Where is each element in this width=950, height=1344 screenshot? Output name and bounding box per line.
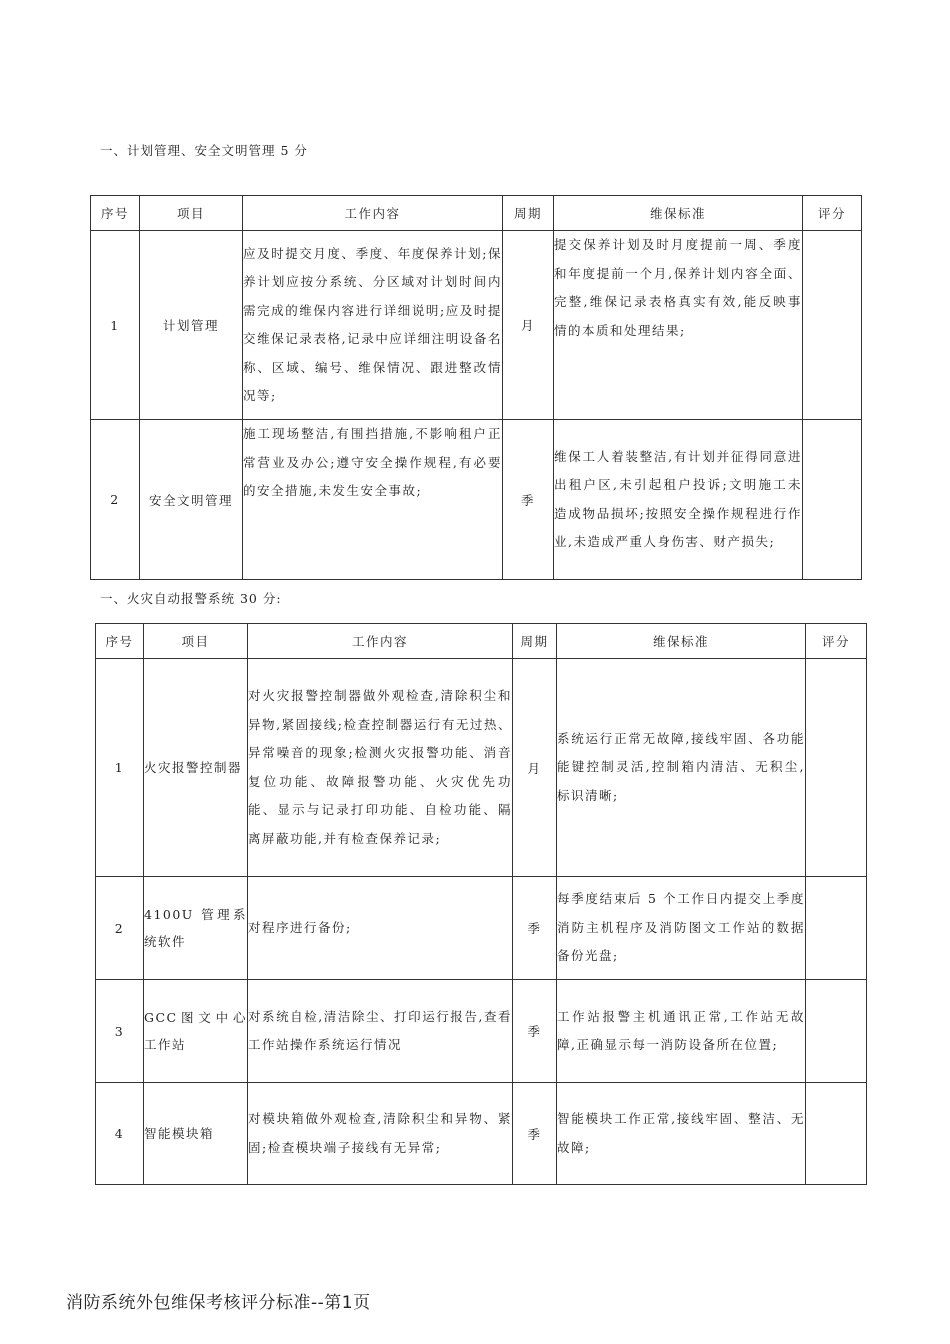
table-row	[96, 980, 867, 1083]
col-header-standard: 维保标准	[554, 196, 803, 231]
col-header-content: 工作内容	[243, 196, 503, 231]
table-row	[91, 420, 862, 580]
row-item: 火灾报警控制器	[144, 659, 248, 877]
plan-safety-table	[90, 195, 862, 580]
row-score-cell[interactable]	[803, 420, 862, 580]
col-header-no: 序号	[91, 196, 140, 231]
row-score-cell[interactable]	[806, 1083, 867, 1185]
row-work-content: 对模块箱做外观检查,清除积尘和异物、紧固;检查模块端子接线有无异常;	[248, 1083, 513, 1185]
row-item: GCC图文中心工作站	[144, 980, 248, 1083]
col-header-score: 评分	[803, 196, 862, 231]
row-number: 1	[91, 231, 140, 420]
row-score-cell[interactable]	[806, 659, 867, 877]
table-row	[96, 877, 867, 980]
row-period: 季	[513, 1083, 557, 1185]
row-number: 3	[96, 980, 144, 1083]
row-period: 季	[513, 877, 557, 980]
col-header-item: 项目	[144, 624, 248, 659]
row-item: 计划管理	[140, 231, 243, 420]
row-standard: 智能模块工作正常,接线牢固、整洁、无故障;	[557, 1083, 806, 1185]
row-work-content: 应及时提交月度、季度、年度保养计划;保养计划应按分系统、分区域对计划时间内需完成的维保内容进行详细说明;应及时提交维保记录表格,记录中应详细注明设备名称、区域、编号、维保情况、跟进整改情况等;	[243, 231, 503, 420]
row-number: 2	[91, 420, 140, 580]
table-header-row	[96, 624, 867, 659]
fire-alarm-table	[95, 623, 867, 1185]
page-footer: 消防系统外包维保考核评分标准--第1页	[66, 1293, 371, 1313]
col-header-period: 周期	[503, 196, 554, 231]
col-header-score: 评分	[806, 624, 867, 659]
row-period: 月	[513, 659, 557, 877]
col-header-period: 周期	[513, 624, 557, 659]
row-standard: 工作站报警主机通讯正常,工作站无故障,正确显示每一消防设备所在位置;	[557, 980, 806, 1083]
row-work-content: 对火灾报警控制器做外观检查,清除积尘和异物,紧固接线;检查控制器运行有无过热、异常噪音的现象;检测火灾报警功能、消音复位功能、故障报警功能、火灾优先功能、显示与记录打印功能、自检功能、隔离屏蔽功能,并有检查保养记录;	[248, 659, 513, 877]
row-period: 月	[503, 231, 554, 420]
table-row	[91, 231, 862, 420]
col-header-item: 项目	[140, 196, 243, 231]
table-row	[96, 1083, 867, 1185]
row-number: 2	[96, 877, 144, 980]
row-work-content: 对程序进行备份;	[248, 877, 513, 980]
row-standard: 提交保养计划及时月度提前一周、季度和年度提前一个月,保养计划内容全面、完整,维保记录表格真实有效,能反映事情的本质和处理结果;	[554, 231, 803, 420]
row-number: 4	[96, 1083, 144, 1185]
section-1-title: 一、计划管理、安全文明管理 5 分	[100, 143, 308, 158]
row-work-content: 对系统自检,清洁除尘、打印运行报告,查看工作站操作系统运行情况	[248, 980, 513, 1083]
col-header-no: 序号	[96, 624, 144, 659]
row-period: 季	[503, 420, 554, 580]
table-row	[96, 659, 867, 877]
row-item: 智能模块箱	[144, 1083, 248, 1185]
row-standard: 维保工人着装整洁,有计划并征得同意进出租户区,未引起租户投诉;文明施工未造成物品损坏;按照安全操作规程进行作业,未造成严重人身伤害、财产损失;	[554, 420, 803, 580]
col-header-content: 工作内容	[248, 624, 513, 659]
row-score-cell[interactable]	[806, 980, 867, 1083]
row-item: 安全文明管理	[140, 420, 243, 580]
row-period: 季	[513, 980, 557, 1083]
row-work-content: 施工现场整洁,有围挡措施,不影响租户正常营业及办公;遵守安全操作规程,有必要的安全措施,未发生安全事故;	[243, 420, 503, 580]
row-score-cell[interactable]	[803, 231, 862, 420]
col-header-standard: 维保标准	[557, 624, 806, 659]
section-2-title: 一、火灾自动报警系统 30 分:	[100, 591, 282, 606]
row-number: 1	[96, 659, 144, 877]
row-score-cell[interactable]	[806, 877, 867, 980]
row-standard: 系统运行正常无故障,接线牢固、各功能能键控制灵活,控制箱内清洁、无积尘,标识清晰;	[557, 659, 806, 877]
row-standard: 每季度结束后 5 个工作日内提交上季度消防主机程序及消防图文工作站的数据备份光盘;	[557, 877, 806, 980]
row-item: 4100U 管理系统软件	[144, 877, 248, 980]
table-header-row	[91, 196, 862, 231]
